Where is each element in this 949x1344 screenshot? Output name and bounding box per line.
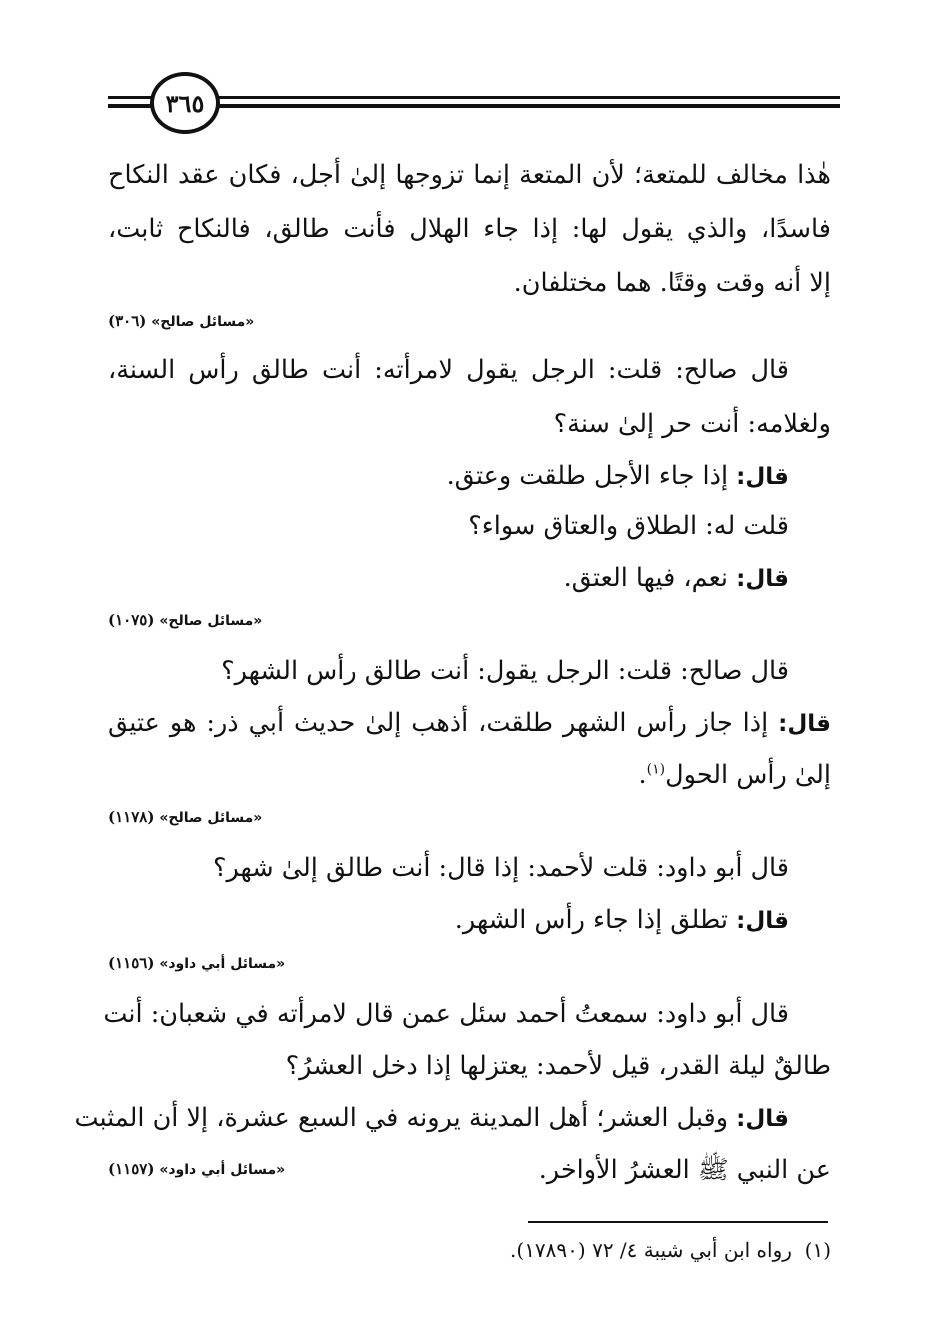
text-line: قال صالح: قلت: الرجل يقول لامرأته: أنت طالق رأس السنة، (108, 355, 789, 385)
footnote-text: رواه ابن أبي شيبة ٤/ ٧٢ (١٧٨٩٠). (510, 1238, 792, 1262)
text-line: قال: إذا جاء الأجل طلقت وعتق. (446, 461, 789, 491)
text-line: فاسدًا، والذي يقول لها: إذا جاء الهلال فأنت طالق، فالنكاح ثابت، (108, 214, 831, 244)
qal-label: قال: (778, 711, 831, 737)
text-line: قال: نعم، فيها العتق. (563, 563, 789, 593)
footnote-marker: (١) (804, 1238, 831, 1262)
text-line: قال صالح: قلت: الرجل يقول: أنت طالق رأس الشهر؟ (221, 656, 789, 686)
footnote-ref: (١) (646, 761, 666, 778)
text-line: طالقٌ ليلة القدر، قيل لأحمد: يعتزلها إذا دخل العشرُ؟ (285, 1051, 831, 1081)
text-line: ولغلامه: أنت حر إلىٰ سنة؟ (553, 409, 831, 439)
text-line: إلا أنه وقت وقتًا. هما مختلفان. (513, 268, 831, 298)
qal-label: قال: (736, 464, 789, 490)
text-line: هٰذا مخالف للمتعة؛ لأن المتعة إنما تزوجها إلىٰ أجل، فكان عقد النكاح (108, 160, 831, 190)
text-line: قال: وقبل العشر؛ أهل المدينة يرونه في السبع عشرة، إلا أن المثبت (74, 1103, 789, 1133)
source-citation: «مسائل صالح» (٣٠٦) (108, 312, 255, 330)
page-number-badge (150, 72, 220, 134)
qal-label: قال: (736, 908, 789, 934)
footnote-separator (528, 1221, 828, 1223)
text-line: قال أبو داود: قلت لأحمد: إذا قال: أنت طالق إلىٰ شهر؟ (212, 853, 789, 883)
source-citation: «مسائل أبي داود» (١١٥٧) (108, 1160, 286, 1178)
footnote (510, 1235, 831, 1265)
source-citation: «مسائل أبي داود» (١١٥٦) (108, 954, 286, 972)
text-line: قال: تطلق إذا جاء رأس الشهر. (454, 905, 789, 935)
page-number: ٣٦٥ (165, 88, 205, 118)
qal-label: قال: (736, 566, 789, 592)
text-line: قال: إذا جاز رأس الشهر طلقت، أذهب إلىٰ حديث أبي ذر: هو عتيق (108, 708, 831, 738)
text-line: قلت له: الطلاق والعتاق سواء؟ (468, 511, 789, 541)
text-line: إلىٰ رأس الحول$^{(١)}$. (638, 760, 831, 790)
source-citation: «مسائل صالح» (١٠٧٥) (108, 611, 263, 629)
text-line: عن النبي ﷺ العشرُ الأواخر. (538, 1155, 831, 1185)
qal-label: قال: (736, 1106, 789, 1132)
source-citation: «مسائل صالح» (١١٧٨) (108, 808, 263, 826)
page-header (108, 72, 840, 136)
text-line: قال أبو داود: سمعتُ أحمد سئل عمن قال لامرأته في شعبان: أنت (103, 999, 789, 1029)
